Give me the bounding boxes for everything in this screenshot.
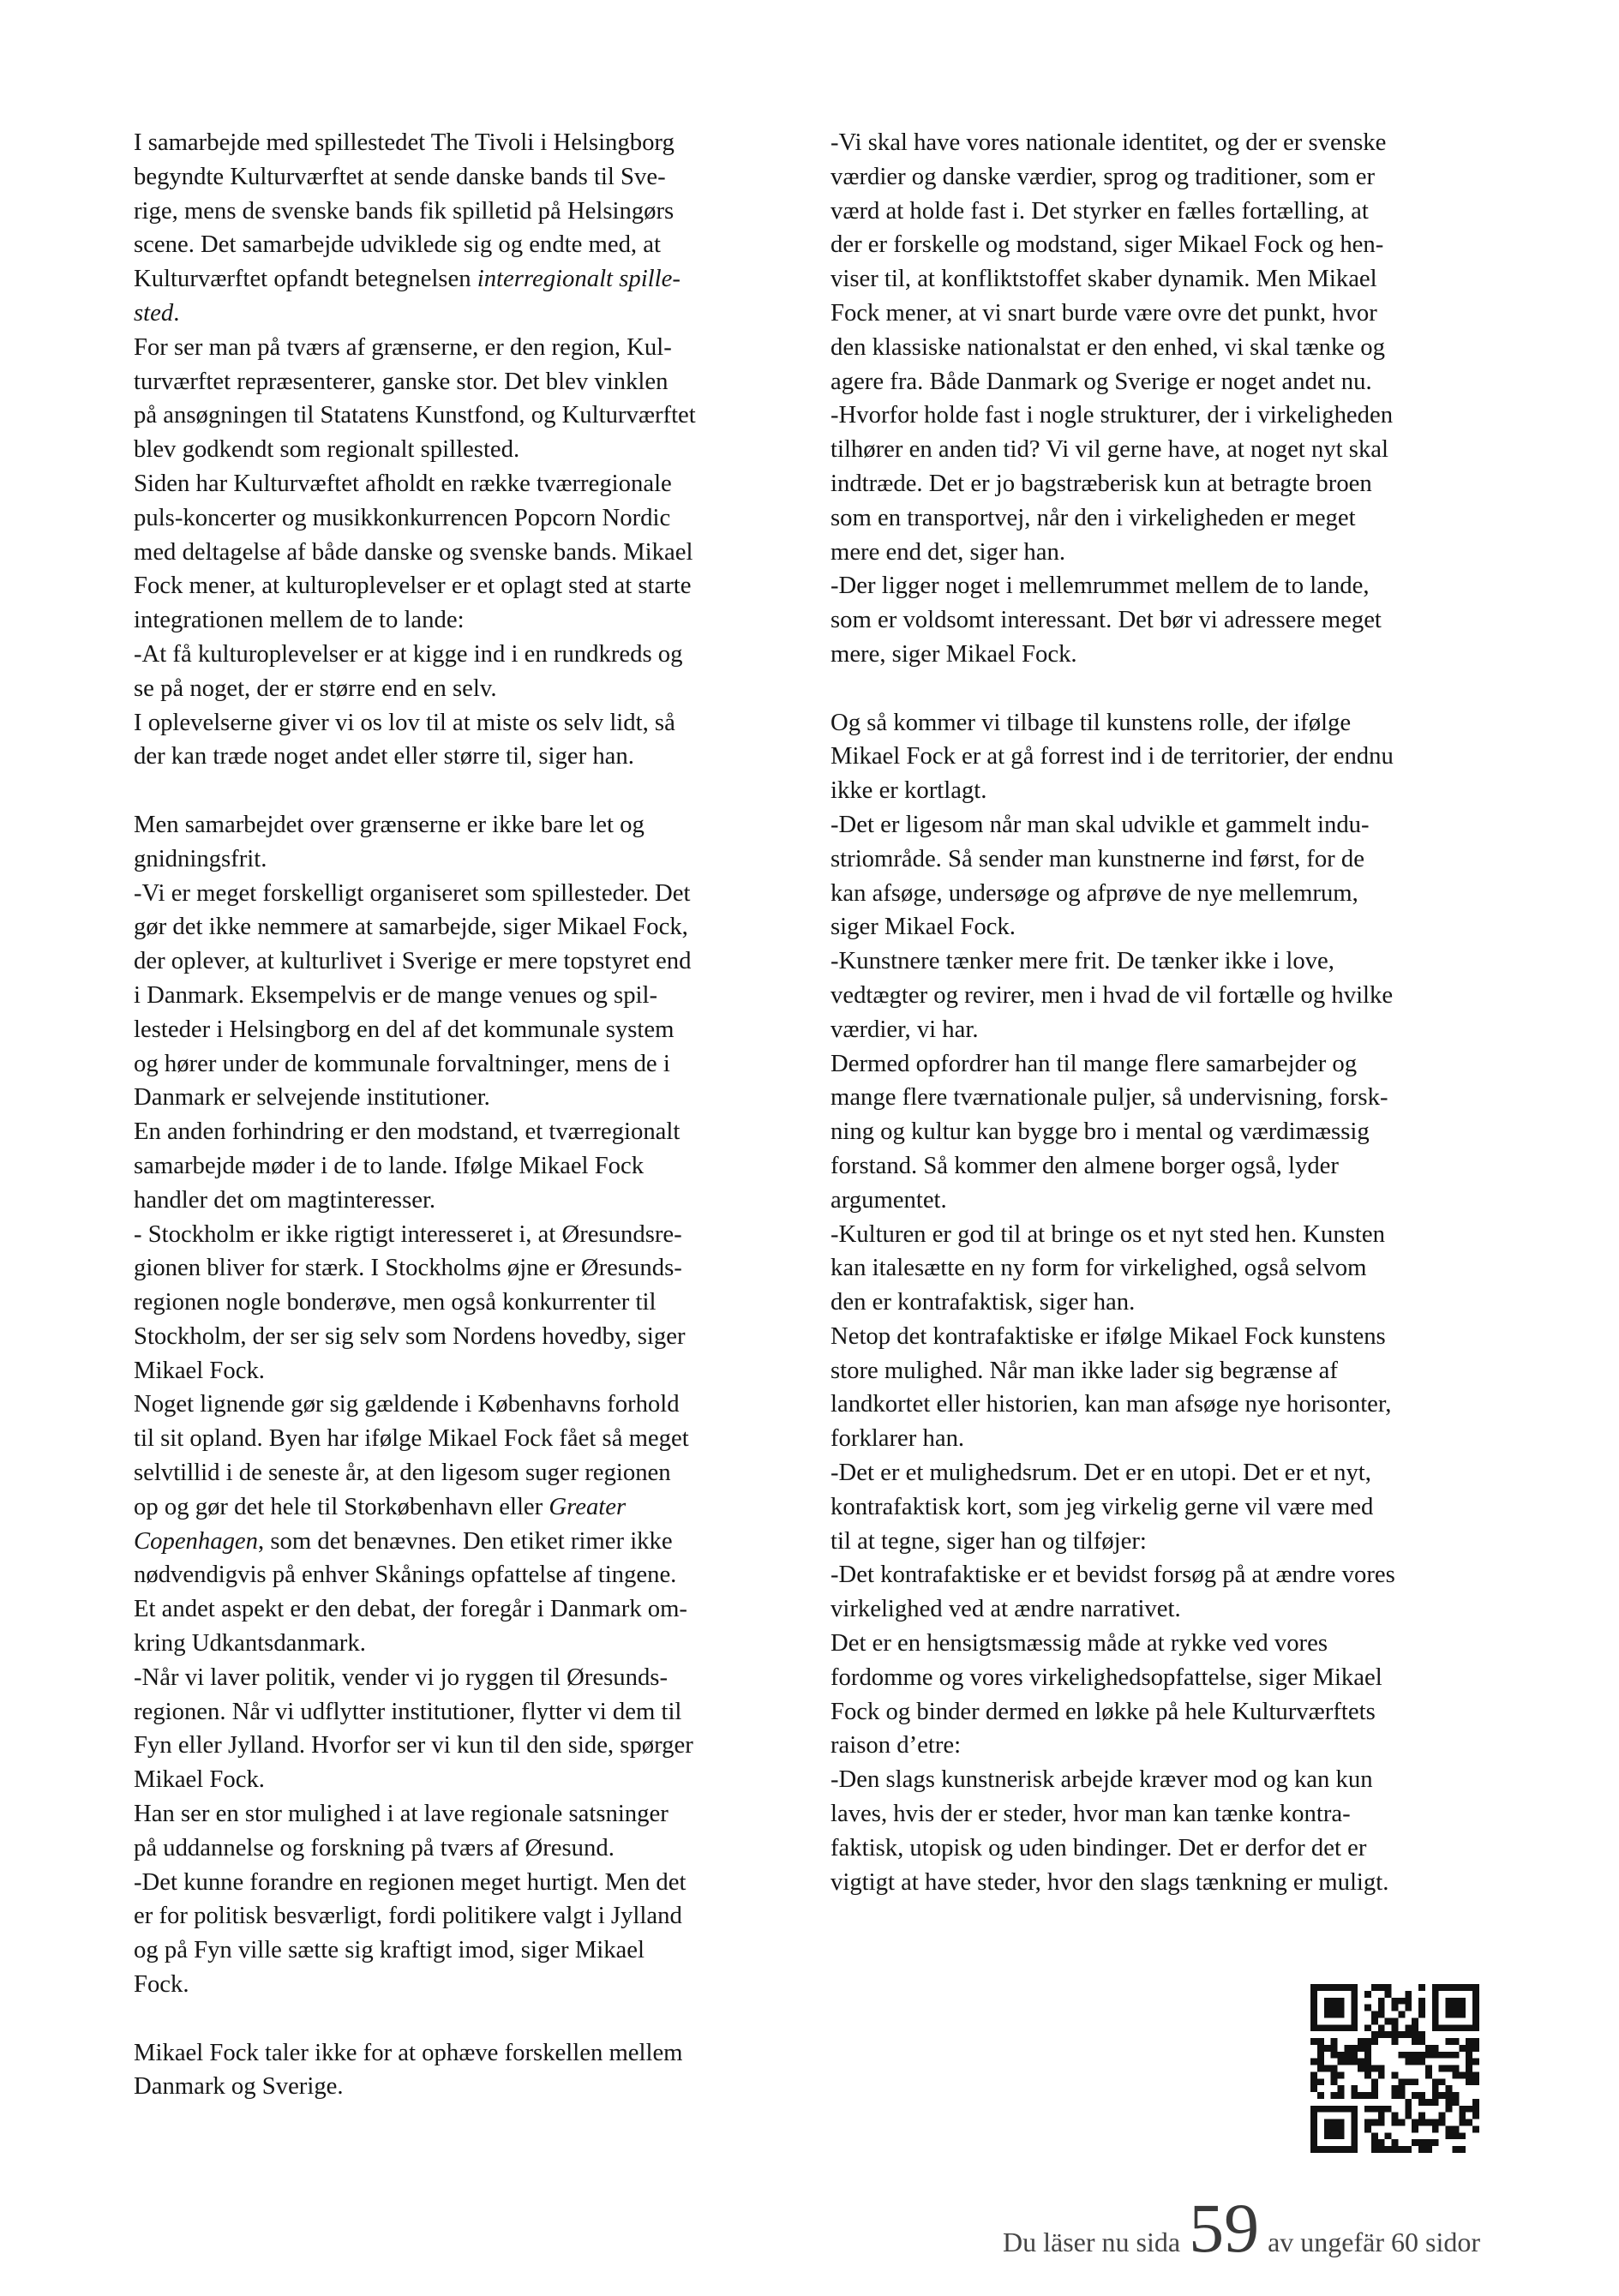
paragraph: Men samarbejdet over grænserne er ikke bare let og gnidningsfrit. (134, 810, 645, 872)
paragraph: -Det kunne forandre en regionen meget hurtigt. Men det er for politisk besværligt, fordi politikere valgt i Jylland og på Fyn ville sætte sig kraftigt imod, siger Mikael Fock. (134, 1867, 687, 1999)
paragraph: For ser man på tværs af grænserne, er den region, Kul- turværftet repræsenterer, ganske stor. Det blev vinklen på ansøgningen til Statatens Kunstfond, og Kulturværftet blev godkendt som regionalt spillested. (134, 333, 696, 464)
paragraph: -Det er ligesom når man skal udvikle et gammelt indu- striområde. Så sender man kunstnerne ind først, for de kan afsøge, undersøge og afprøve de nye mellemrum, siger Mikael Fock. (830, 810, 1370, 941)
paragraph: -Den slags kunstnerisk arbejde kræver mod og kan kun laves, hvis der er steder, hvor man kan tænke kontra- faktisk, utopisk og uden bindinger. Det er derfor det er vigtigt at have steder, hvor den slags tænkning er muligt. (830, 1765, 1389, 1896)
italic-term: interregionalt spille- sted (134, 265, 681, 327)
paragraph: -Det er et mulighedsrum. Det er en utopi. Det er et nyt, kontrafaktisk kort, som jeg virkelig gerne vil være med til at tegne, siger han og tilføjer: (830, 1459, 1374, 1555)
paragraph: Dermed opfordrer han til mange flere samarbejder og mange flere tværnationale puljer, så undervisning, forsk- ning og kultur kan bygge bro i mental og værdimæssig forstand. Så kommer den almene borger også, lyder argumentet. (830, 1049, 1388, 1214)
paragraph: Og så kommer vi tilbage til kunstens rolle, der ifølge Mikael Fock er at gå forrest ind i de territorier, der endnu ikke er kortlagt. (830, 708, 1394, 805)
paragraph: -Kunstnere tænker mere frit. De tænker ikke i love, vedtægter og revirer, men i hvad de vil fortælle og hvilke værdier, vi har. (830, 947, 1394, 1043)
paragraph: - Stockholm er ikke rigtigt interesseret i, at Øresundsre- gionen bliver for stærk. I Stockholms øjne er Øresunds- regionen nogle bonderøve, men også konkurrenter til Stockholm, der ser sig selv som Nordens hovedby, siger Mikael Fock. (134, 1220, 686, 1384)
paragraph: Netop det kontrafaktiske er ifølge Mikael Fock kunstens store mulighed. Når man ikke lader sig begrænse af landkortet eller historien, kan man afsøge nye horisonter, forklarer han. (830, 1322, 1392, 1453)
paragraph: Et andet aspekt er den debat, der foregår i Danmark om- kring Udkantsdanmark. (134, 1595, 687, 1658)
paragraph: -Vi skal have vores nationale identitet, og der er svenske værdier og danske værdier, sprog og traditioner, som er værd at holde fast i. Det styrker en fælles fortælling, at der er forskelle og modstand, siger Mikael Fock og hen- viser til, at konfliktstoffet skaber dynamik. Men Mikael Fock mener, at vi snart burde være ovre det punkt, hvor den klassiske nationalstat er den enhed, vi skal tænke og agere fra. Både Danmark og Sverige er noget andet nu. (830, 129, 1387, 395)
footer-prefix: Du läser nu sida (1003, 2227, 1181, 2257)
page-footer (0, 2189, 1480, 2267)
paragraph: Det er en hensigtsmæssig måde at rykke ved vores fordomme og vores virkelighedsopfattelse, siger Mikael Fock og binder dermed en løkke på hele Kulturværftets raison d’etre: (830, 1629, 1382, 1759)
paragraph: I oplevelserne giver vi os lov til at miste os selv lidt, så der kan træde noget andet eller større til, siger han. (134, 708, 675, 770)
qr-code-icon[interactable] (1310, 1984, 1479, 2153)
paragraph: -Når vi laver politik, vender vi jo ryggen til Øresunds- regionen. Når vi udflytter institutioner, flytter vi dem til Fyn eller Jylland. Hvorfor ser vi kun til den side, spørger Mikael Fock. (134, 1663, 693, 1794)
paragraph: -Der ligger noget i mellemrummet mellem de to lande, som er voldsomt interessant. Det bør vi adressere meget mere, siger Mikael Fock. (830, 572, 1382, 668)
paragraph: I samarbejde med spillestedet The Tivoli i Helsingborg begyndte Kulturværftet at sende danske bands til Sve- rige, mens de svenske bands fik spilletid på Helsingørs scene. Det samarbejde udviklede sig og endte med, at Kulturværftet opfandt betegnelsen interregionalt spille- sted. (134, 129, 681, 327)
paragraph: -Hvorfor holde fast i nogle strukturer, der i virkeligheden tilhører en anden tid? Vi vil gerne have, at noget nyt skal indtræde. Det er jo bagstræberisk kun at betragte broen som en transportvej, når den i virkeligheden er meget mere end det, siger han. (830, 401, 1394, 566)
paragraph: Mikael Fock taler ikke for at ophæve forskellen mellem Danmark og Sverige. (134, 2038, 683, 2101)
right-column (830, 126, 1480, 1899)
paragraph: -At få kulturoplevelser er at kigge ind i en rundkreds og se på noget, der er større end en selv. (134, 639, 683, 702)
paragraph: -Det kontrafaktiske er et bevidst forsøg på at ændre vores virkelighed ved at ændre narrativet. (830, 1561, 1395, 1623)
paragraph: Siden har Kulturvæftet afholdt en række tværregionale puls-koncerter og musikkonkurrencen Popcorn Nordic med deltagelse af både danske og svenske bands. Mikael Fock mener, at kulturoplevelser er et oplagt sted at starte integrationen mellem de to lande: (134, 469, 693, 634)
footer-suffix: av ungefär 60 sidor (1268, 2227, 1480, 2257)
paragraph: -Vi er meget forskelligt organiseret som spillesteder. Det gør det ikke nemmere at samarbejde, siger Mikael Fock, der oplever, at kulturlivet i Sverige er mere topstyret end i Danmark. Eksempelvis er de mange venues og spil- lesteder i Helsingborg en del af det kommunale system og hører under de kommunale forvaltninger, mens de i Danmark er selvejende institutioner. (134, 878, 692, 1112)
paragraph: Han ser en stor mulighed i at lave regionale satsninger på uddannelse og forskning på tværs af Øresund. (134, 1800, 669, 1861)
paragraph-gap (134, 774, 783, 808)
paragraph-gap (134, 2002, 783, 2036)
paragraph: -Kulturen er god til at bringe os et nyt sted hen. Kunsten kan italesætte en ny form for virkelighed, også selvom den er kontrafaktisk, siger han. (830, 1220, 1385, 1316)
left-column (134, 126, 783, 2104)
paragraph-gap (830, 672, 1480, 706)
paragraph: Noget lignende gør sig gældende i Københavns forhold til sit opland. Byen har ifølge Mikael Fock fået så meget selvtillid i de seneste år, at den ligesom suger regionen op og gør det hele til Storkøbenhavn eller Greater Copenhagen, som det benævnes. Den etiket rimer ikke nødvendigvis på enhver Skånings opfattelse af tingene. (134, 1390, 689, 1589)
page-number: 59 (1189, 2189, 1260, 2267)
italic-term: Greater Copenhagen (134, 1492, 627, 1555)
paragraph: En anden forhindring er den modstand, et tværregionalt samarbejde møder i de to lande. Ifølge Mikael Fock handler det om magtinteresser. (134, 1118, 681, 1214)
